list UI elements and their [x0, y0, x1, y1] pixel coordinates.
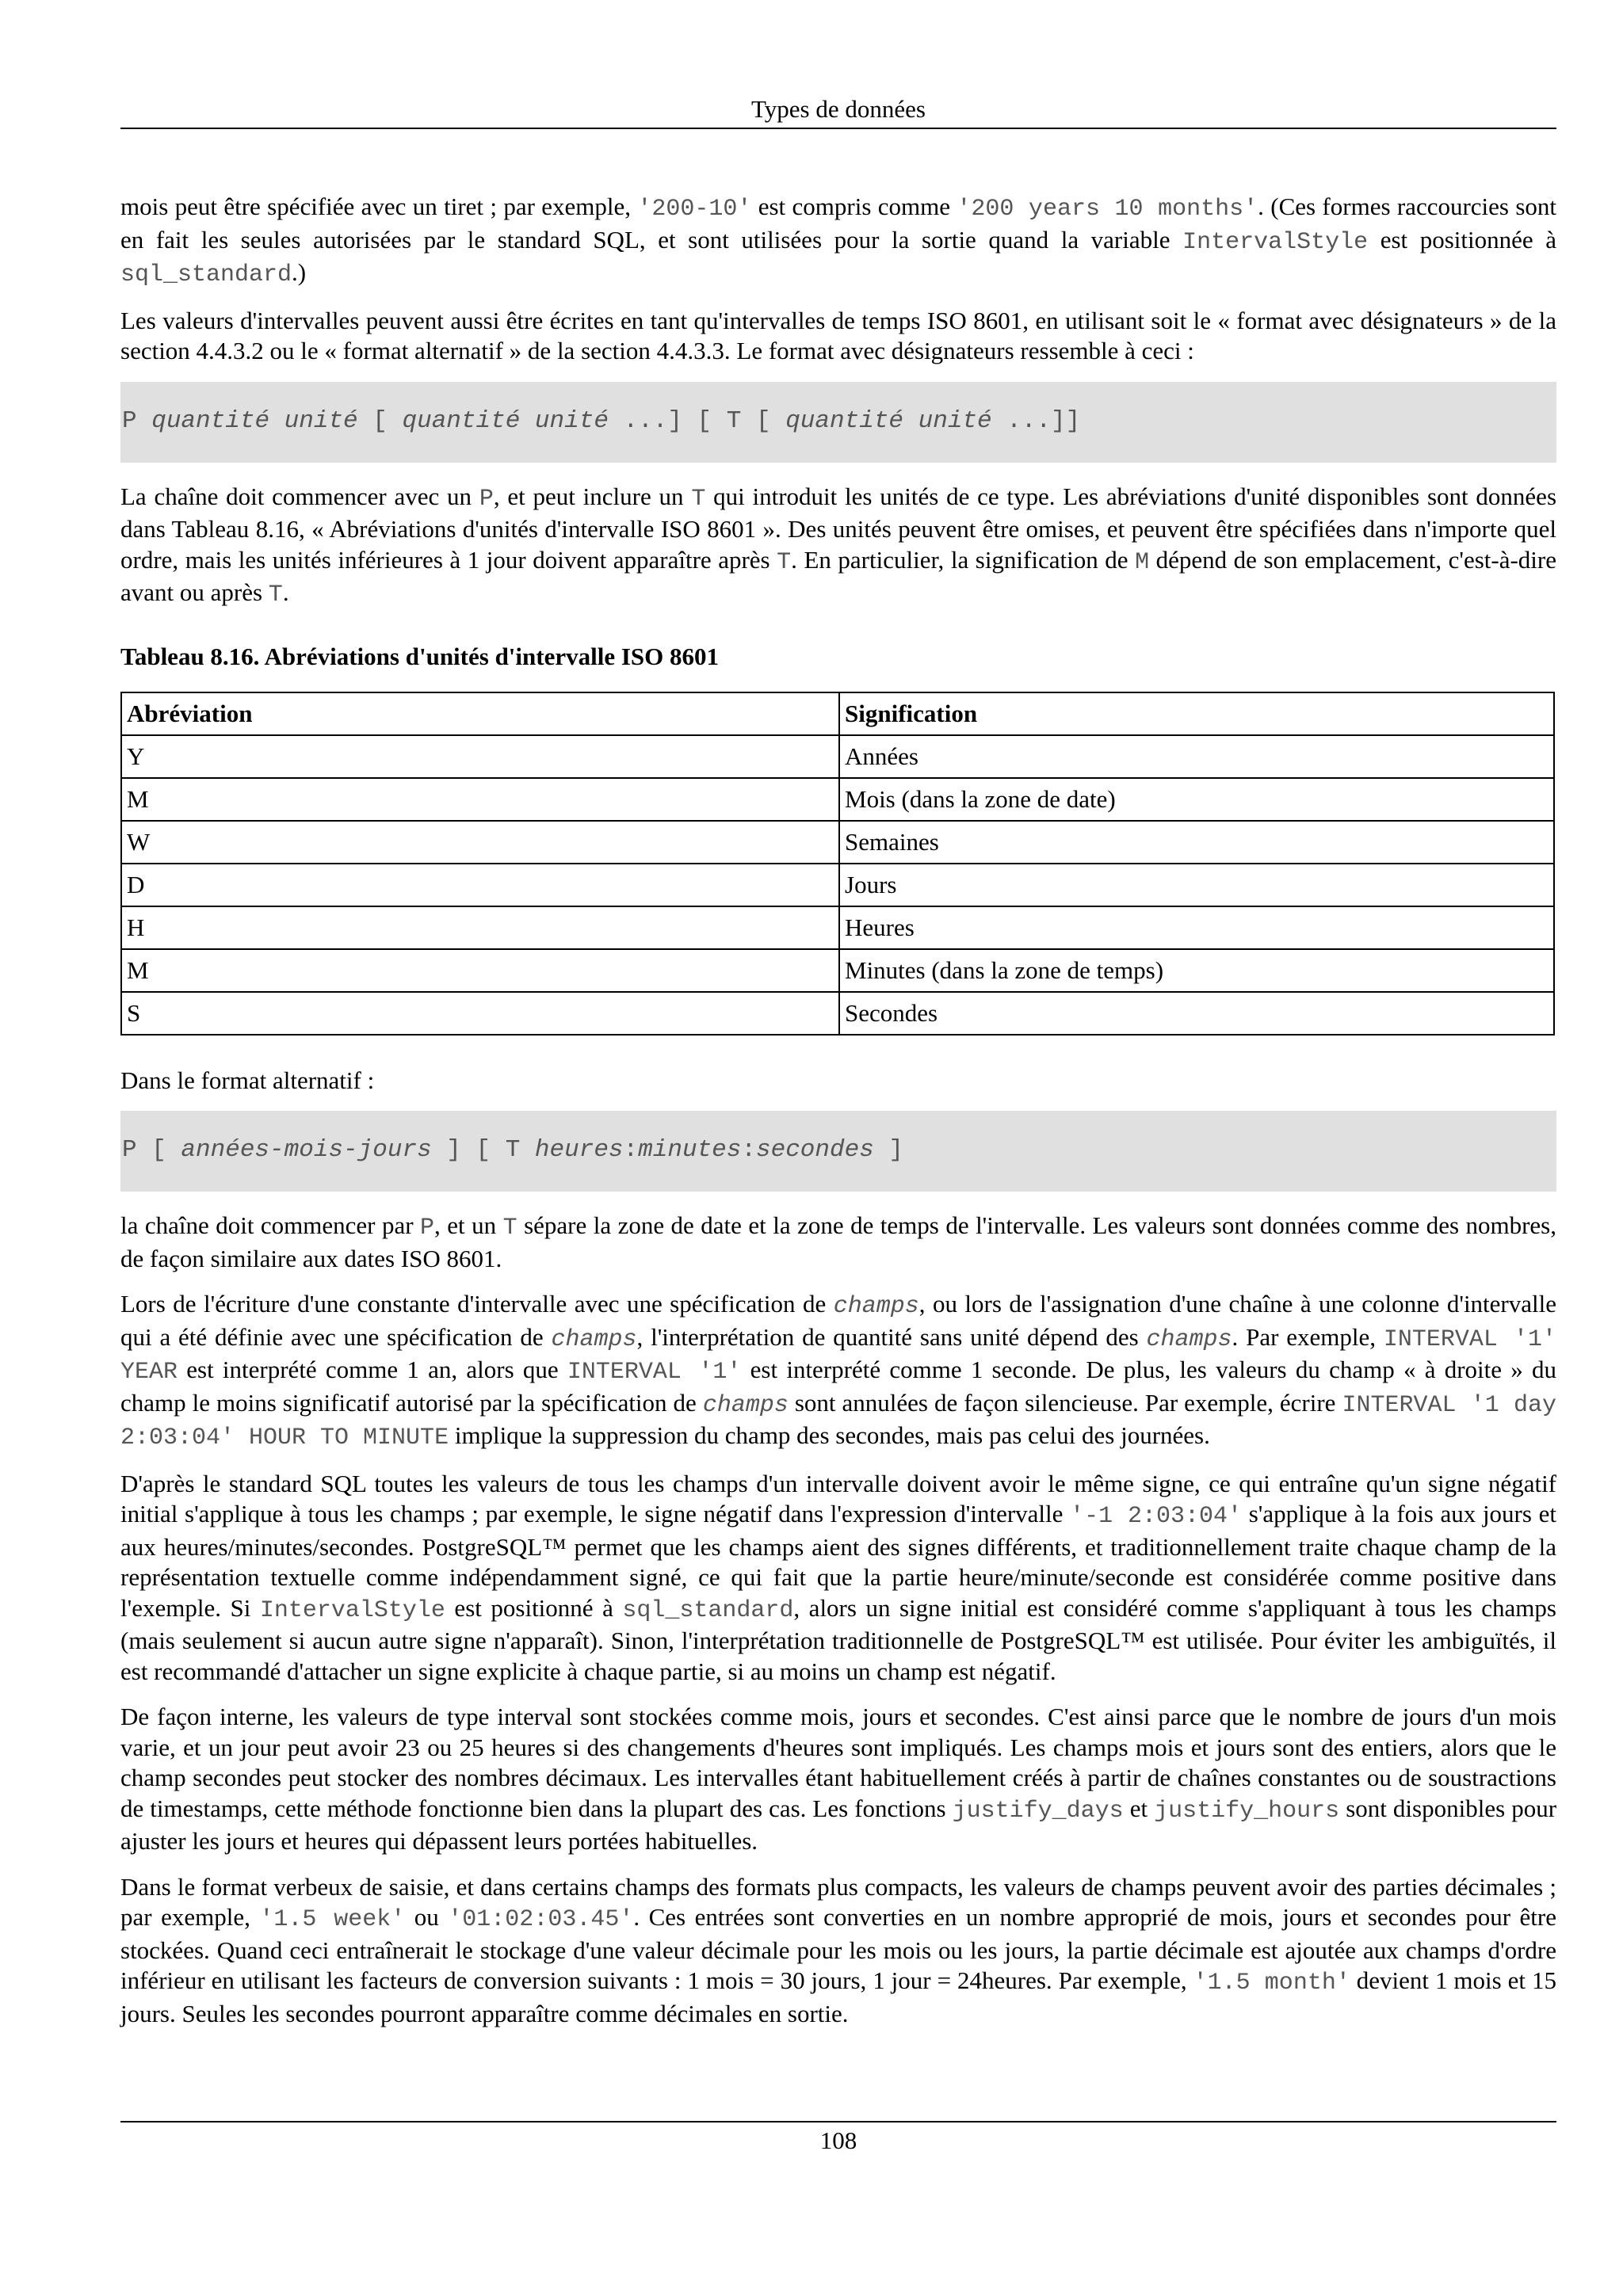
paragraph-9: Dans le format verbeux de saisie, et dans certains champs des formats plus compacts, les valeurs de champs peuvent avoir des parties décimales ; par exemple, '1.5 week' ou '01:02:03.45'. Ces entrées sont converties en un nombre approprié de mois, jours et secondes pour être stockées. Quand ceci entraînerait le stockage d'une valeur décimale pour les mois ou les jours, la partie décimale est ajoutée aux champs d'ordre inférieur en utilisant les facteurs de conversion suivants : 1 mois = 30 jours, 1 jour = 24heures. Par exemple, '1.5 month' devient 1 mois et 15 jours. Seules les secondes pourront apparaître comme décimales en sortie. — [120, 1872, 1557, 2027]
paragraph-4: Dans le format alternatif : — [120, 1066, 375, 1094]
column-header: Abréviation — [121, 692, 839, 735]
page-header: Types de données — [751, 95, 926, 123]
code-block-alternative: P [ années-mois-jours ] [ T heures:minutes:secondes ] — [120, 1111, 1556, 1192]
table-cell: Jours — [839, 864, 1554, 906]
page-number: 108 — [819, 2126, 857, 2154]
table-row — [121, 821, 1554, 864]
paragraph-5: la chaîne doit commencer par P, et un T sépare la zone de date et la zone de temps de l'intervalle. Les valeurs sont données comme des nombres, de façon similaire aux dates ISO 8601. — [120, 1211, 1556, 1272]
header-rule — [120, 128, 1556, 129]
paragraph-1: mois peut être spécifiée avec un tiret ; par exemple, '200-10' est compris comme '200 years 10 months'. (Ces formes raccourcies sont en fait les seules autorisées par le standard SQL, et sont utilisées pour la sortie quand la variable IntervalStyle est positionnée à sql_standard.) — [120, 193, 1556, 288]
table-cell: S — [121, 992, 839, 1035]
table-row — [121, 864, 1554, 906]
page-content — [120, 192, 1556, 2044]
footer-rule — [120, 2121, 1556, 2122]
table-row — [121, 992, 1554, 1035]
table-cell: Années — [839, 735, 1554, 778]
table-cell: W — [121, 821, 839, 864]
table-header-row — [121, 692, 1554, 735]
table-title: Tableau 8.16. Abréviations d'unités d'intervalle ISO 8601 — [120, 642, 720, 670]
table-cell: Y — [121, 735, 839, 778]
table-row — [121, 735, 1554, 778]
paragraph-6: Lors de l'écriture d'une constante d'intervalle avec une spécification de champs, ou lors de l'assignation d'une chaîne à une colonne d'intervalle qui a été définie avec une spécification de champs, l'interprétation de quantité sans unité dépend des champs. Par exemple, INTERVAL '1' YEAR est interprété comme 1 an, alors que INTERVAL '1' est interprété comme 1 seconde. De plus, les valeurs du champ « à droite » du champ le moins significatif autorisé par la spécification de champs sont annulées de façon silencieuse. Par exemple, écrire INTERVAL '1 day 2:03:04' HOUR TO MINUTE implique la suppression du champ des secondes, mais pas celui des journées. — [120, 1290, 1556, 1451]
table-cell: Secondes — [839, 992, 1554, 1035]
code-block-designators: P quantité unité [ quantité unité ...] [ T [ quantité unité ...]] — [120, 382, 1556, 463]
paragraph-7: D'après le standard SQL toutes les valeurs de tous les champs d'un intervalle doivent avoir le même signe, ce qui entraîne qu'un signe négatif initial s'applique à tous les champs ; par exemple, le signe négatif dans l'expression d'intervalle '-1 2:03:04' s'applique à la fois aux jours et aux heures/minutes/secondes. PostgreSQL™ permet que les champs aient des signes différents, et traditionnellement traite chaque champ de la représentation textuelle comme indépendamment signé, ce qui fait que la partie heure/minute/seconde est considérée comme positive dans l'exemple. Si IntervalStyle est positionné à sql_standard, alors un signe initial est considéré comme s'appliquant à tous les champs (mais seulement si aucun autre signe n'apparaît). Sinon, l'interprétation traditionnelle de PostgreSQL™ est utilisée. Pour éviter les ambiguïtés, il est recommandé d'attacher un signe explicite à chaque partie, si au moins un champ est négatif. — [120, 1469, 1556, 1685]
paragraph-3: La chaîne doit commencer avec un P, et peut inclure un T qui introduit les unités de ce type. Les abréviations d'unité disponibles sont données dans Tableau 8.16, « Abréviations d'unités d'intervalle ISO 8601 ». Des unités peuvent être omises, et peuvent être spécifiées dans n'importe quel ordre, mais les unités inférieures à 1 jour doivent apparaître après T. En particulier, la signification de M dépend de son emplacement, c'est-à-dire avant ou après T. — [120, 482, 1557, 608]
abbreviations-table — [120, 692, 1555, 1035]
column-header: Signification — [839, 692, 1554, 735]
table-cell: D — [121, 864, 839, 906]
paragraph-8: De façon interne, les valeurs de type interval sont stockées comme mois, jours et secondes. C'est ainsi parce que le nombre de jours d'un mois varie, et un jour peut avoir 23 ou 25 heures si des changements d'heures sont impliqués. Les champs mois et jours sont des entiers, alors que le champ secondes peut stocker des nombres décimaux. Les intervalles étant habituellement créés à partir de chaînes constantes ou de soustractions de timestamps, cette méthode fonctionne bien dans la plupart des cas. Les fonctions justify_days et justify_hours sont disponibles pour ajuster les jours et heures qui dépassent leurs portées habituelles. — [120, 1703, 1557, 1855]
table-cell: H — [121, 906, 839, 949]
table-row — [121, 949, 1554, 992]
table-cell: M — [121, 949, 839, 992]
table-row — [121, 778, 1554, 821]
table-cell: Heures — [839, 906, 1554, 949]
table-cell: Semaines — [839, 821, 1554, 864]
table-cell: Mois (dans la zone de date) — [839, 778, 1554, 821]
table-cell: Minutes (dans la zone de temps) — [839, 949, 1554, 992]
paragraph-2: Les valeurs d'intervalles peuvent aussi être écrites en tant qu'intervalles de temps ISO 8601, en utilisant soit le « format avec désignateurs » de la section 4.4.3.2 ou le « format alternatif » de la section 4.4.3.3. Le format avec désignateurs ressemble à ceci : — [120, 306, 1556, 364]
table-cell: M — [121, 778, 839, 821]
table-row — [121, 906, 1554, 949]
